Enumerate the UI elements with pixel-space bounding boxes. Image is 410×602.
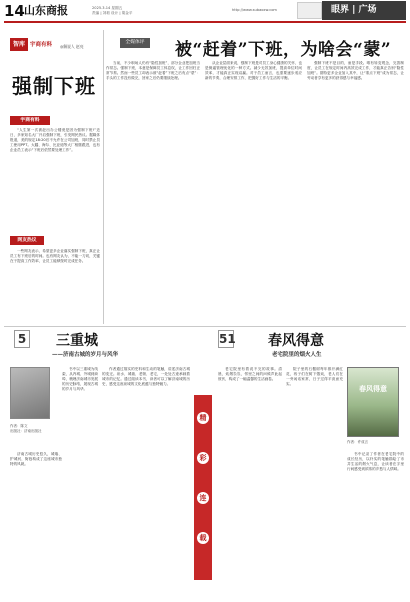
date-line: 2025.3.14 星期五 — [92, 6, 123, 10]
section-label: 宇商有料 — [10, 116, 50, 125]
serial-number: 51 — [219, 332, 236, 346]
article-column-2: 从企业层面来说，强制下班是对员工身心健康的关怀，也是倒逼管理优化的一种方式。减少无效加班，提高单位时间效率，才能真正实现双赢。对于员工而言，也需要逐步适应新的节奏，合理安排工作，把握好工作与生活的平衡。 — [205, 61, 302, 81]
strip-char: 精 — [197, 412, 209, 424]
serial-subtitle: ——济南古城的岁月与风华 — [52, 352, 119, 358]
newspaper-logo-icon — [297, 2, 322, 19]
header-rule — [4, 21, 406, 23]
serial-column-3: 作者通过翔实的史料和生动的笔触，讲述济南古城的变迁。泉水、城墙、老街、老宅，一处处古迹承载着城市的记忆。通过阅读本书，读者可以了解济南城的历史，感受这座泉城的文化底蕴与独特魅力。 — [102, 367, 190, 387]
article-tag: 全媒体评 — [120, 38, 150, 48]
section-divider — [4, 326, 406, 327]
comments-text: 一些网友表示，希望更多企业落实强制下班，真正让员工有下班后的时间。也有网友认为，不能一刀切，关键在于提高工作效率，让员工能够按时完成任务。 — [10, 249, 100, 264]
serial-column-1: 济南古城历史悠久，城墙、护城河、街巷构成了这座城市独特的风貌。 — [10, 452, 62, 467]
author-photo — [10, 367, 50, 419]
website-url[interactable]: http://www.subaoxw.com — [232, 8, 277, 12]
column-badge: 智库 — [10, 38, 28, 51]
book-cover-title: 春风得意 — [359, 385, 387, 393]
serial-title: 春风得意 — [268, 333, 324, 349]
feature-intro-text: “人生第一次被赶出办公楼竟是因为强制下班!”近日，多家知名大厂开启强制下班，引发网民热议。据媒体报道，美的规定18:20后不允许在公司加班，同时禁止员工使用PPT。大疆、海尔、比亚迪等大厂相继跟进，也有企业员工表示“下班后依然要处理工作”。 — [10, 128, 100, 153]
column-name: 宇商有料 — [30, 42, 53, 48]
paper-name: 山东商报 — [24, 4, 68, 17]
strip-char: 载 — [197, 532, 209, 544]
feature-title: 强制下班 — [12, 74, 96, 98]
serial-column-1: 老宅院里有着说不完的故事。清晨，炊烟袅袅，邻里之间的问候声此起彼伏，构成了一幅温馨的生活画卷。 — [218, 367, 282, 382]
book-cover — [347, 367, 399, 437]
serial-number: 5 — [14, 330, 30, 348]
editor-line: 责编 | 刘莉 设计 | 胡金平 — [92, 11, 133, 15]
article-column-1: 当前，不少职场人仍有“隐性加班”，部分企业把加班当作常态。强制下班，本意是保障员工休息权，让工作回归正常节奏。然而一些员工却表示被“赶着”下班之后有点“蒙”：手头的工作没有做完，回家之后仍要继续处理。 — [106, 61, 200, 81]
serial-title: 三重城 — [56, 333, 98, 349]
article-headline: 被“赶着”下班，为啥会“蒙” — [175, 40, 392, 60]
strip-char: 彩 — [197, 452, 209, 464]
column-byline: ◎解说人 赵亮 — [60, 44, 84, 49]
comments-label: 网友热议 — [10, 236, 44, 245]
strip-char: 连 — [197, 492, 209, 504]
article-column-3: 强制下班不是目的，而是手段。唯有转变观念，完善制度，让员工在规定时间内高效完成工作，才能真正告别“隐性加班”。期待更多企业加入其中，让“准点下班”成为常态，让劳动者享有更多的获得感与幸福感。 — [307, 61, 404, 81]
section-banner: 眼界 | 广场 — [322, 1, 406, 20]
book-caption: 作者：许成言 — [347, 440, 368, 444]
photo-caption: 作者：陈文 出版社：济南出版社 — [10, 424, 42, 433]
serial-column-2: 书中以三重城为线索，从内城、外城到商埠，梳理济南城市发展的历史脉络，展现古城的岁月与风华。 — [62, 367, 98, 392]
page-number: 14 — [4, 2, 25, 20]
serial-column-2: 院子里的石榴树每年都开满红花，孩子们在树下嬉戏，老人们在一旁闲话家常，日子过得平淡而充实。 — [286, 367, 343, 387]
serial-column-3: 书中记录了作者在老宅院中的成长经历，以朴实的笔触描绘了市井生活的烟火气息，让读者在字里行间感受到浓浓的乡愁与人情味。 — [347, 452, 404, 472]
column-divider — [103, 30, 104, 324]
serial-subtitle: 老宅院里的烟火人生 — [272, 352, 322, 358]
